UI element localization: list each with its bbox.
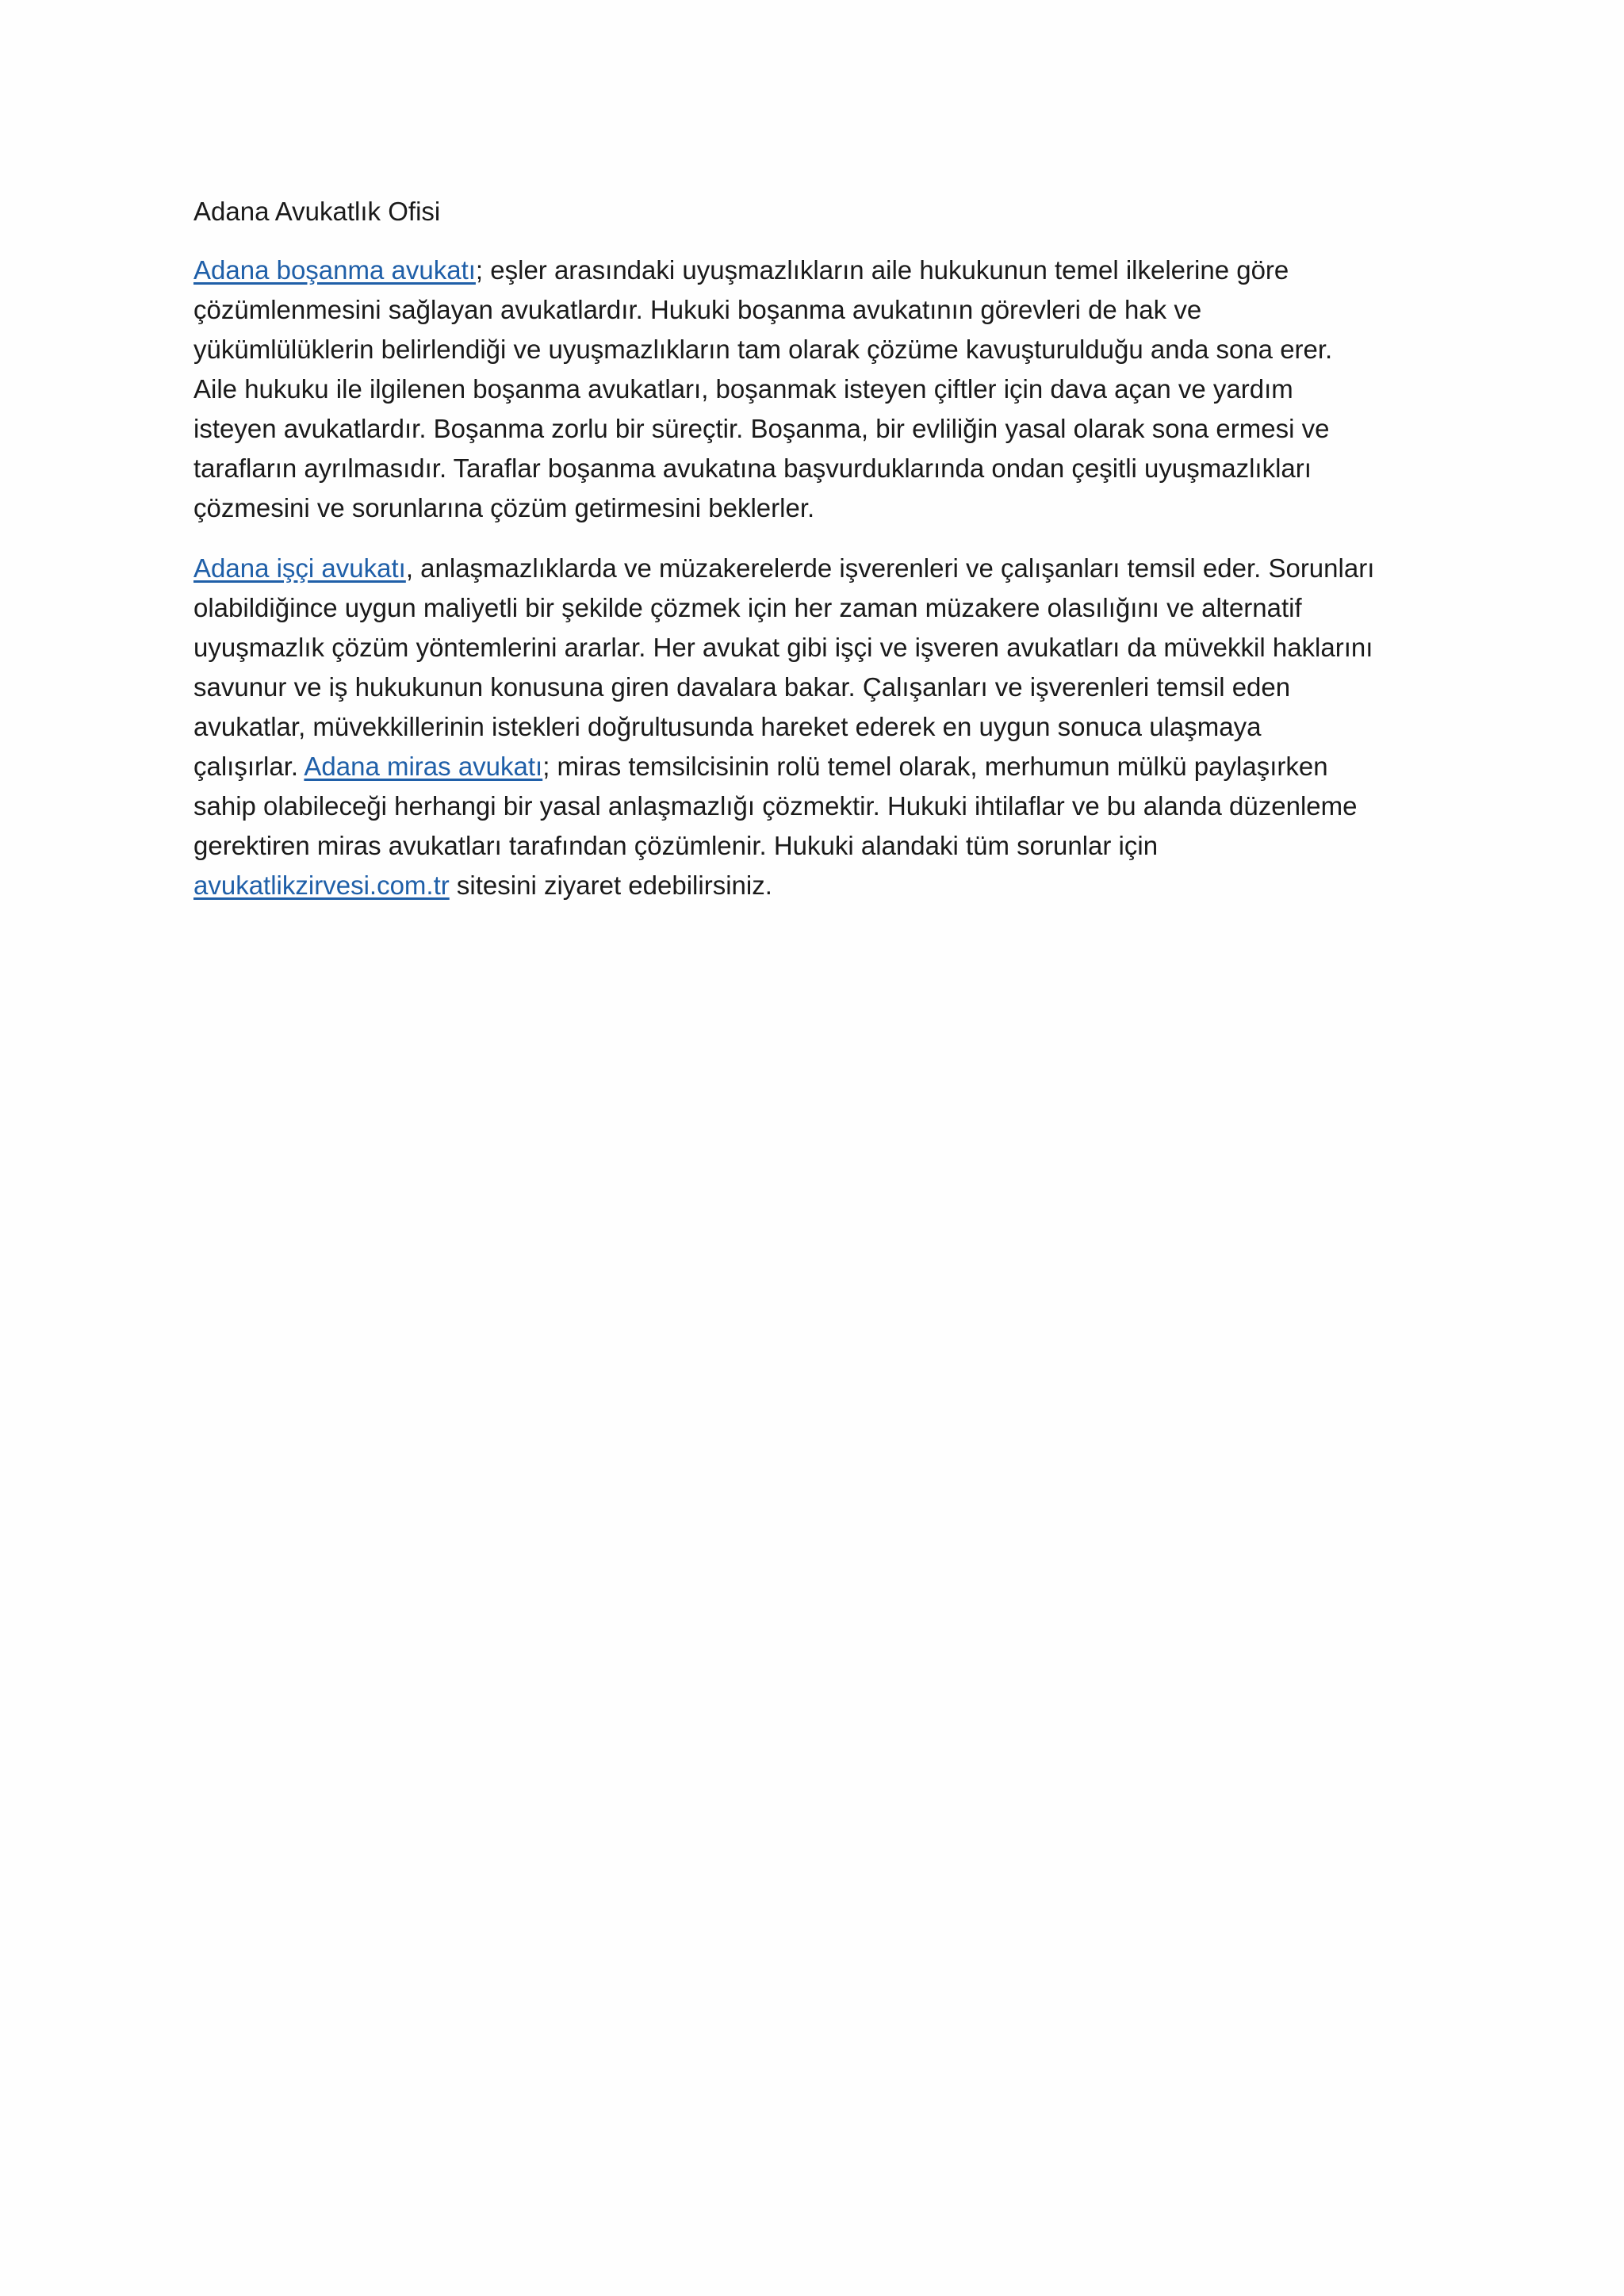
paragraph-labor-lawyer bbox=[193, 549, 1462, 905]
paragraph-line: gerektiren miras avukatları tarafından çözümlenir. Hukuki alandaki tüm sorunlar için bbox=[193, 831, 1159, 860]
text-run: sitesini ziyaret edebilirsiniz. bbox=[449, 871, 772, 900]
paragraph-line: olabildiğince uygun maliyetli bir şekilde çözmek için her zaman müzakere olasılığını ve alternatif bbox=[193, 593, 1302, 622]
paragraph-line: Aile hukuku ile ilgilenen boşanma avukatları, boşanmak isteyen çiftler için dava açan ve yardım bbox=[193, 374, 1293, 404]
paragraph-line: sahip olabileceği herhangi bir yasal anlaşmazlığı çözmektir. Hukuki ihtilaflar ve bu alanda düzenleme bbox=[193, 791, 1358, 821]
paragraph-line: savunur ve iş hukukunun konusuna giren davalara bakar. Çalışanları ve işverenleri temsil eden bbox=[193, 672, 1291, 702]
paragraph-line: çözmesini ve sorunlarına çözüm getirmesini beklerler. bbox=[193, 493, 815, 522]
text-run: ; miras temsilcisinin rolü temel olarak, merhumun mülkü paylaşırken bbox=[542, 752, 1328, 781]
text-run: ; eşler arasındaki uyuşmazlıkların aile hukukunun temel ilkelerine göre bbox=[475, 255, 1289, 285]
paragraph-line: yükümlülüklerin belirlendiği ve uyuşmazlıkların tam olarak çözüme kavuşturulduğu anda sona erer. bbox=[193, 335, 1333, 364]
link-labor-lawyer[interactable]: Adana işçi avukatı bbox=[193, 553, 406, 583]
paragraph-line: tarafların ayrılmasıdır. Taraflar boşanma avukatına başvurduklarında ondan çeşitli uyuşmazlıkları bbox=[193, 453, 1312, 483]
paragraph-line: isteyen avukatlardır. Boşanma zorlu bir süreçtir. Boşanma, bir evliliğin yasal olarak sona ermesi ve bbox=[193, 414, 1330, 443]
text-run: çalışırlar. bbox=[193, 752, 304, 781]
paragraph-line: çözümlenmesini sağlayan avukatlardır. Hukuki boşanma avukatının görevleri de hak ve bbox=[193, 295, 1202, 324]
link-divorce-lawyer[interactable]: Adana boşanma avukatı bbox=[193, 255, 476, 285]
paragraph-line bbox=[193, 866, 1462, 905]
document-body bbox=[193, 192, 1462, 926]
paragraph-divorce-lawyer bbox=[193, 251, 1462, 528]
paragraph-line: avukatlar, müvekkillerinin istekleri doğrultusunda hareket ederek en uygun sonuca ulaşmaya bbox=[193, 712, 1262, 741]
paragraph-line bbox=[193, 549, 1462, 588]
paragraph-line: uyuşmazlık çözüm yöntemlerini ararlar. Her avukat gibi işçi ve işveren avukatları da müvekkil haklarını bbox=[193, 633, 1373, 662]
paragraph-line bbox=[193, 251, 1462, 290]
text-run: , anlaşmazlıklarda ve müzakerelerde işverenleri ve çalışanları temsil eder. Sorunları bbox=[405, 553, 1375, 583]
link-inheritance-lawyer[interactable]: Adana miras avukatı bbox=[304, 752, 543, 781]
paragraph-line bbox=[193, 747, 1462, 786]
link-website[interactable]: avukatlikzirvesi.com.tr bbox=[193, 871, 450, 900]
document-title: Adana Avukatlık Ofisi bbox=[193, 197, 441, 226]
